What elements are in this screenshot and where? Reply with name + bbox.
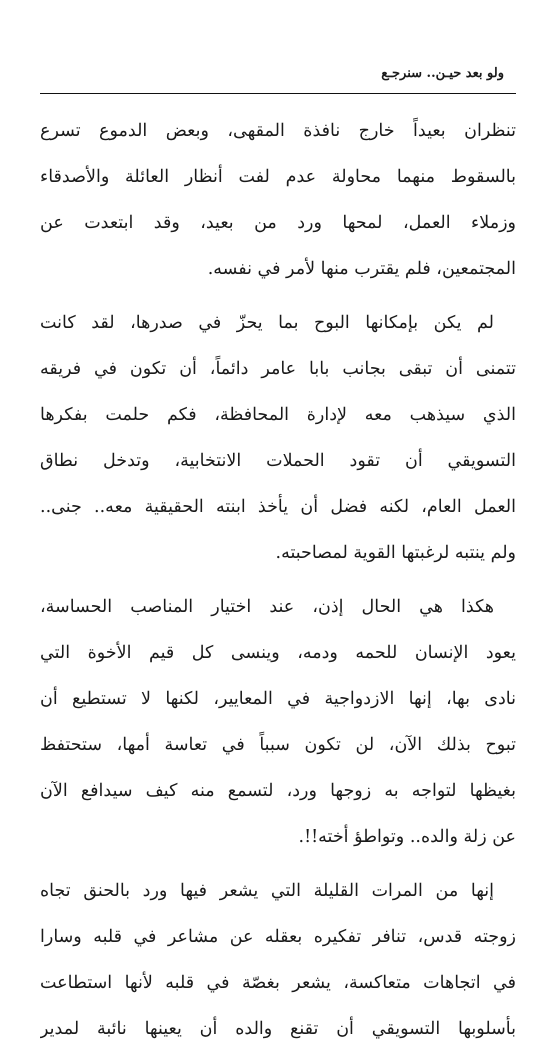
running-header-title: ولو بعد حيـن.. سنرجـع [381,66,504,81]
text-line: بغيظها لتواجه به زوجها ورد، لتسمع منه كيف سيدافع الآن [40,781,516,801]
text-line: عن زلة والده.. وتواطؤ أخته!!. [298,827,516,847]
text-line: زوجته قدس، تنافر تفكيره بعقله عن مشاعر في قلبه وسارا [40,927,516,947]
text-line: تنظران بعيداً خارج نافذة المقهى، وبعض الدموع تسرع [40,121,516,141]
text-line: ولم ينتبه لرغبتها القوية لمصاحبته. [275,543,516,563]
paragraph [40,584,516,860]
text-line: العمل العام، لكنه فضل أن يأخذ ابنته الحقيقية معه.. جنى.. [40,497,516,517]
text-line: في اتجاهات متعاكسة، يشعر بغصّة في قلبه لأنها استطاعت [40,973,516,993]
paragraph [40,300,516,576]
text-line: التسويقي أن تقود الحملات الانتخابية، وتدخل نطاق [40,451,516,471]
text-line: الذي سيذهب معه لإدارة المحافظة، فكم حلمت بفكرها [40,405,516,425]
text-line: المجتمعين، فلم يقترب منها لأمر في نفسه. [207,259,516,279]
paragraph [40,108,516,292]
paragraph [40,868,516,1052]
text-line: هكذا هي الحال إذن، عند اختيار المناصب الحساسة، [40,597,494,617]
header-divider [40,93,516,94]
text-line: نادى بها، إنها الازدواجية في المعايير، لكنها لا تستطيع أن [40,689,516,709]
text-line: تبوح بذلك الآن، لن تكون سبباً في تعاسة أمها، ستحتفظ [40,735,516,755]
text-line: بأسلوبها التسويقي أن تقنع والده أن يعينها نائبة لمدير [40,1019,516,1039]
text-line: لم يكن بإمكانها البوح بما يحزّ في صدرها، لقد كانت [40,313,494,333]
text-line: تتمنى أن تبقى بجانب بابا عامر دائماً، أن تكون في فريقه [40,359,516,379]
text-line: بالسقوط منهما محاولة عدم لفت أنظار العائلة والأصدقاء [40,167,516,187]
body-text [40,108,516,1060]
text-line: وزملاء العمل، لمحها ورد من بعيد، وقد ابتعدت عن [40,213,516,233]
text-line: يعود الإنسان للحمه ودمه، وينسى كل قيم الأخوة التي [40,643,516,663]
text-line: إنها من المرات القليلة التي يشعر فيها ورد بالحنق تجاه [40,881,494,901]
